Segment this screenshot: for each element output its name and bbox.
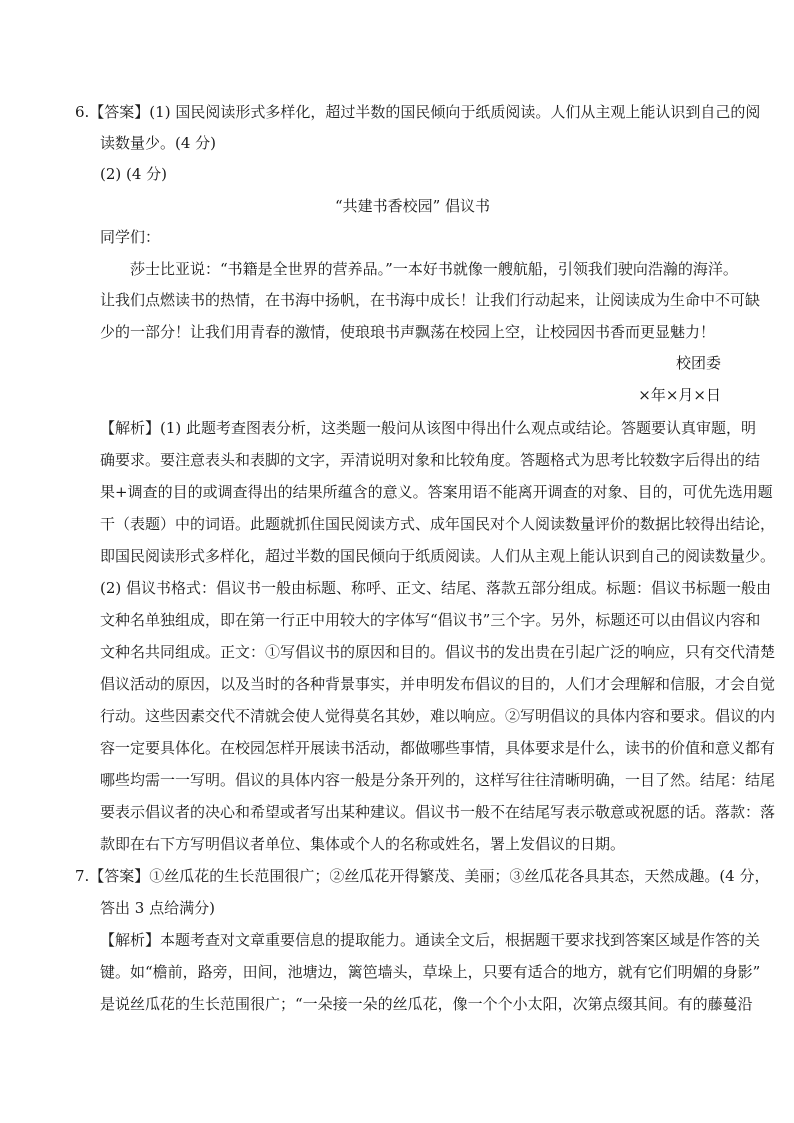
q6-analysis-line-2: 确要求。要注意表头和表脚的文字，弄清说明对象和比较角度。答题格式为思考比较数字后得出的结 <box>100 451 761 469</box>
q6-answer-line-1: 6.【答案】(1) 国民阅读形式多样化，超过半数的国民倾向于纸质阅读。人们从主观上能认识到自己的阅 <box>75 103 761 121</box>
proposal-salutation: 同学们： <box>100 228 161 246</box>
q6-analysis-line-7: 文种名单独组成，即在第一行正中用较大的字体写“倡议书”三个字。另外，标题还可以由倡议内容和 <box>100 611 761 629</box>
proposal-title: “共建书香校园” 倡议书 <box>334 197 491 215</box>
q6-analysis-line-10: 行动。这些因素交代不清就会使人觉得莫名其妙，难以响应。②写明倡议的具体内容和要求。倡议的内 <box>100 707 776 725</box>
proposal-body-line-1: 莎士比亚说：“书籍是全世界的营养品。”一本好书就像一艘航船，引领我们驶向浩瀚的海洋。 <box>130 260 738 278</box>
proposal-body-line-3: 少的一部分！让我们用青春的激情，使琅琅书声飘荡在校园上空，让校园因书香而更显魅力！ <box>100 323 716 341</box>
q6-analysis-line-9: 倡议活动的原因，以及当时的各种背景事实，并申明发布倡议的目的，人们才会理解和信服，才会自觉 <box>100 675 776 693</box>
q7-answer-line-2: 答出 3 点给满分) <box>100 899 215 917</box>
q7-analysis-line-3: 是说丝瓜花的生长范围很广；“一朵接一朵的丝瓜花，像一个个小太阳，次第点缀其间。有的藤蔓沿 <box>100 995 753 1013</box>
q6-analysis-line-5: 即国民阅读形式多样化，超过半数的国民倾向于纸质阅读。人们从主观上能认识到自己的阅读数量少。 <box>100 547 776 565</box>
q6-part2-label: (2) (4 分) <box>100 165 168 183</box>
proposal-body-line-2: 让我们点燃读书的热情，在书海中扬帆，在书海中成长！让我们行动起来，让阅读成为生命中不可缺 <box>100 291 761 309</box>
q6-answer-line-2: 读数量少。(4 分) <box>100 134 217 152</box>
q7-answer-line-1: 7.【答案】①丝瓜花的生长范围很广；②丝瓜花开得繁茂、美丽；③丝瓜花各具其态，天然成趣。(4 分， <box>75 867 770 885</box>
proposal-date: ×年×月×日 <box>638 386 721 404</box>
q6-analysis-line-13: 要表示倡议者的决心和希望或者写出某种建议。倡议书一般不在结尾写表示敬意或祝愿的话。落款：落 <box>100 803 776 821</box>
q6-analysis-line-8: 文种名共同组成。正文：①写倡议书的原因和目的。倡议书的发出贵在引起广泛的响应，只有交代清楚 <box>100 643 776 661</box>
q6-analysis-line-4: 干（表题）中的词语。此题就抓住国民阅读方式、成年国民对个人阅读数量评价的数据比较得出结论， <box>100 515 776 533</box>
q6-analysis-line-6: (2) 倡议书格式：倡议书一般由标题、称呼、正文、结尾、落款五部分组成。标题：倡议书标题一般由 <box>100 579 772 597</box>
q6-analysis-line-14: 款即在右下方写明倡议者单位、集体或个人的名称或姓名，署上发倡议的日期。 <box>100 835 626 853</box>
q6-analysis-line-11: 容一定要具体化。在校园怎样开展读书活动，都做哪些事情，具体要求是什么，读书的价值和意义都有 <box>100 739 776 757</box>
q6-analysis-line-3: 果+调查的目的或调查得出的结果所蕴含的意义。答案用语不能离开调查的对象、目的，可优先选用题 <box>100 483 773 501</box>
q6-analysis-line-12: 哪些均需一一写明。倡议的具体内容一般是分条开列的，这样写往往清晰明确，一目了然。结尾：结尾 <box>100 771 776 789</box>
q7-analysis-line-2: 键。如“檐前，路旁，田间，池塘边，篱笆墙头，草垛上，只要有适合的地方，就有它们明媚的身影” <box>100 963 761 981</box>
q6-analysis-line-1: 【解析】(1) 此题考查图表分析，这类题一般问从该图中得出什么观点或结论。答题要认真审题，明 <box>100 419 757 437</box>
proposal-signer: 校团委 <box>675 354 721 372</box>
q7-analysis-line-1: 【解析】本题考查对文章重要信息的提取能力。通读全文后，根据题干要求找到答案区域是作答的关 <box>100 931 761 949</box>
